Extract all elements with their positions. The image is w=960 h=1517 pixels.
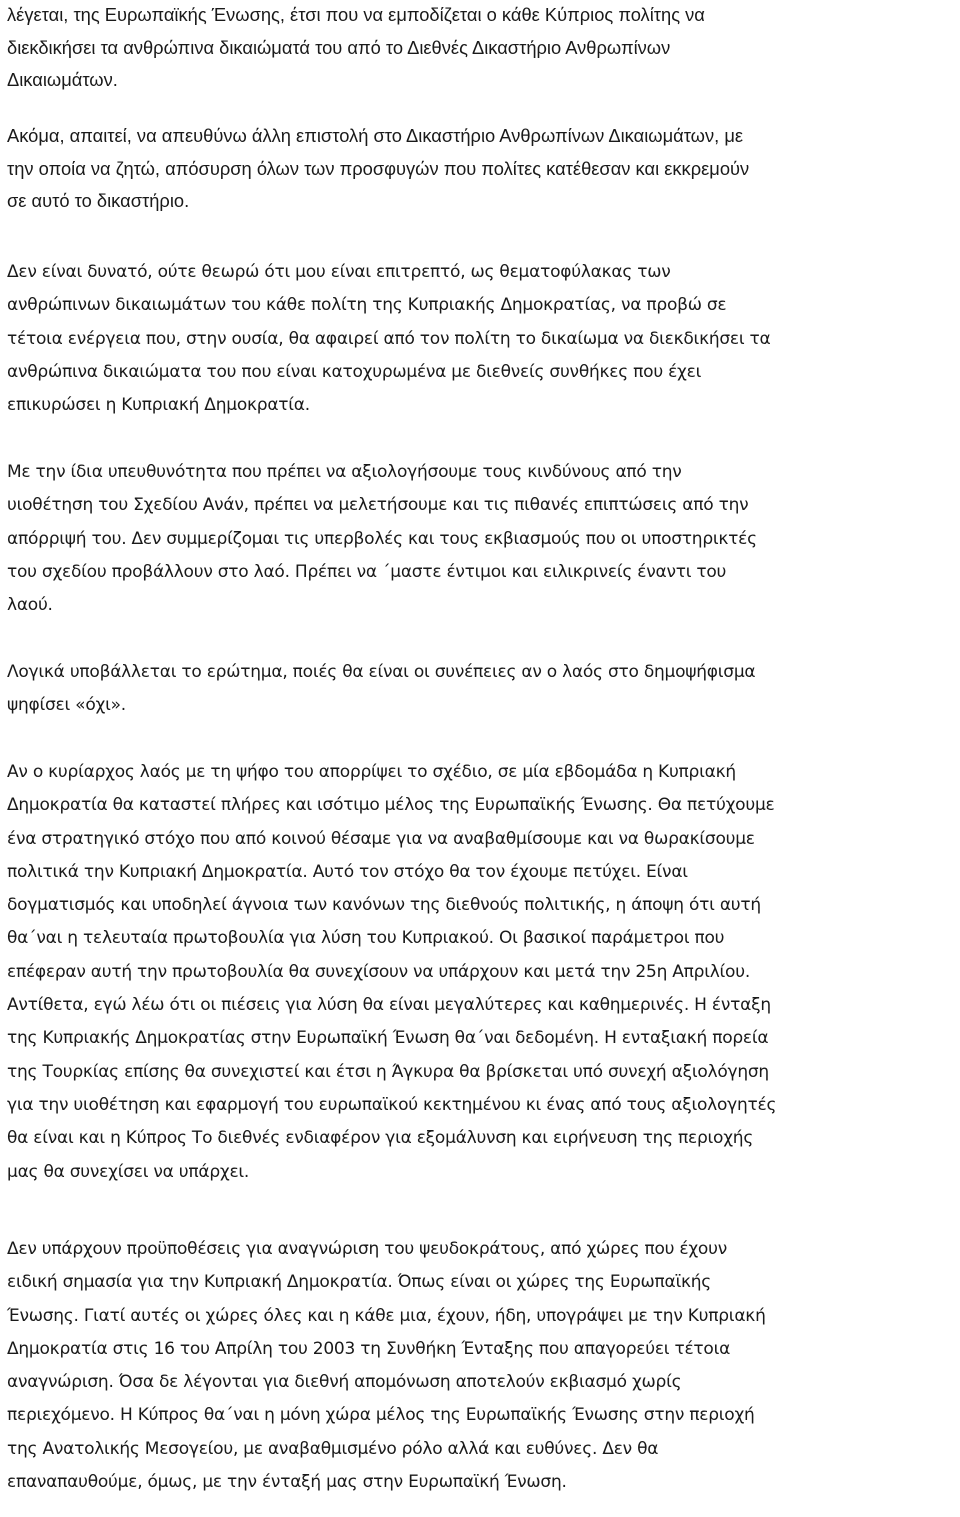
text-line: Δεν είναι δυνατό, ούτε θεωρώ ότι μου είναι επιτρεπτό, ως θεματοφύλακας των xyxy=(7,262,671,282)
text-line: λαού. xyxy=(7,595,53,616)
text-line: περιεχόμενο. Η Κύπρος θα΄ναι η μόνη χώρα μέλος της Ευρωπαϊκής Ένωσης στην περιοχή xyxy=(7,1405,755,1426)
text-line: για την υιοθέτηση και εφαρμογή του ευρωπαϊκού κεκτημένου κι ένας από τους αξιολογητές xyxy=(7,1094,777,1115)
text-line: επέφεραν αυτή την πρωτοβουλία θα συνεχίσουν να υπάρχουν και μετά την 25η Απριλίου. xyxy=(7,961,750,982)
text-line: αναγνώριση. Όσα δε λέγονται για διεθνή απομόνωση αποτελούν εκβιασμό χωρίς xyxy=(7,1372,682,1393)
text-line: ανθρώπινων δικαιωμάτων του κάθε πολίτη της Κυπριακής Δημοκρατίας, να προβώ σε xyxy=(7,295,727,316)
paragraph-4 xyxy=(7,456,957,622)
text-line: ανθρώπινα δικαιώματα του που είναι κατοχυρωμένα με διεθνείς συνθήκες που έχει xyxy=(7,361,702,382)
text-line: επαναπαυθούμε, όμως, με την ένταξή μας στην Ευρωπαϊκή Ένωση. xyxy=(7,1472,567,1493)
text-line: Αν ο κυρίαρχος λαός με τη ψήφο του απορρίψει το σχέδιο, σε μία εβδομάδα η Κυπριακή xyxy=(7,762,736,782)
text-line: ειδική σημασία για την Κυπριακή Δημοκρατία. Όπως είναι οι χώρες της Ευρωπαϊκής xyxy=(7,1272,712,1293)
text-line: επικυρώσει η Κυπριακή Δημοκρατία. xyxy=(7,395,310,416)
text-line: θα είναι και η Κύπρος Το διεθνές ενδιαφέρον για εξομάλυνση και ειρήνευση της περιοχής xyxy=(7,1128,754,1149)
text-line: Με την ίδια υπευθυνότητα που πρέπει να αξιολογήσουμε τους κινδύνους από την xyxy=(7,462,682,482)
text-line: μας θα συνεχίσει να υπάρχει. xyxy=(7,1161,250,1182)
text-line: σε αυτό το δικαστήριο. xyxy=(7,190,190,211)
text-line: Λογικά υποβάλλεται το ερώτημα, ποιές θα είναι οι συνέπειες αν ο λαός στο δημοψήφισμα xyxy=(7,662,756,682)
paragraph-6 xyxy=(7,756,957,1189)
text-line: Δημοκρατία στις 16 του Απρίλη του 2003 τη Συνθήκη Ένταξης που απαγορεύει τέτοια xyxy=(7,1338,731,1359)
text-line: διεκδικήσει τα ανθρώπινα δικαιώματά του από το Διεθνές Δικαστήριο Ανθρωπίνων xyxy=(7,36,671,58)
text-line: ψηφίσει «όχι». xyxy=(7,695,126,716)
text-line: Δεν υπάρχουν προϋποθέσεις για αναγνώριση του ψευδοκράτους, από χώρες που έχουν xyxy=(7,1239,727,1259)
text-line: της Τουρκίας επίσης θα συνεχιστεί και έτσι η Άγκυρα θα βρίσκεται υπό συνεχή αξιολόγηση xyxy=(7,1061,769,1082)
text-line: ένα στρατηγικό στόχο που από κοινού θέσαμε για να αναβαθμίσουμε και να θωρακίσουμε xyxy=(7,828,755,849)
text-line: την οποία να ζητώ, απόσυρση όλων των προσφυγών που πολίτες κατέθεσαν και εκκρεμούν xyxy=(7,157,750,179)
paragraph-7 xyxy=(7,1233,957,1499)
paragraph-2 xyxy=(7,120,957,218)
text-line: θα΄ναι η τελευταία πρωτοβουλία για λύση του Κυπριακού. Οι βασικοί παράμετροι που xyxy=(7,928,725,949)
text-line: Δικαιωμάτων. xyxy=(7,69,118,90)
text-line: πολιτικά την Κυπριακή Δημοκρατία. Αυτό τον στόχο θα τον έχουμε πετύχει. Είναι xyxy=(7,861,688,882)
text-line: Δημοκρατία θα καταστεί πλήρες και ισότιμο μέλος της Ευρωπαϊκής Ένωσης. Θα πετύχουμε xyxy=(7,795,775,816)
text-line: λέγεται, της Ευρωπαϊκής Ένωσης, έτσι που να εμποδίζεται ο κάθε Κύπριος πολίτης να xyxy=(7,4,705,25)
text-line: υιοθέτηση του Σχεδίου Ανάν, πρέπει να μελετήσουμε και τις πιθανές επιπτώσεις από την xyxy=(7,495,749,516)
text-line: Ακόμα, απαιτεί, να απευθύνω άλλη επιστολή στο Δικαστήριο Ανθρωπίνων Δικαιωμάτων, με xyxy=(7,125,744,146)
paragraph-1 xyxy=(7,0,957,97)
paragraph-5 xyxy=(7,656,957,723)
text-line: του σχεδίου προβάλλουν στο λαό. Πρέπει να ΄μαστε έντιμοι και ειλικρινείς έναντι του xyxy=(7,561,727,582)
text-line: Αντίθετα, εγώ λέω ότι οι πιέσεις για λύση θα είναι μεγαλύτερες και καθημερινές. Η ένταξη xyxy=(7,995,771,1016)
text-line: τέτοια ενέργεια που, στην ουσία, θα αφαιρεί από τον πολίτη το δικαίωμα να διεκδικήσει τα xyxy=(7,328,771,349)
text-line: Ένωσης. Γιατί αυτές οι χώρες όλες και η κάθε μια, έχουν, ήδη, υπογράψει με την Κυπριακή xyxy=(7,1305,766,1326)
text-line: της Ανατολικής Μεσογείου, με αναβαθμισμένο ρόλο αλλά και ευθύνες. Δεν θα xyxy=(7,1438,659,1459)
text-line: απόρριψή του. Δεν συμμερίζομαι τις υπερβολές και τους εκβιασμούς που οι υποστηρικτές xyxy=(7,528,757,549)
text-line: της Κυπριακής Δημοκρατίας στην Ευρωπαϊκή Ένωση θα΄ναι δεδομένη. Η ενταξιακή πορεία xyxy=(7,1028,769,1049)
paragraph-3 xyxy=(7,256,957,422)
text-line: δογματισμός και υποδηλεί άγνοια των κανόνων της διεθνούς πολιτικής, η άποψη ότι αυτή xyxy=(7,895,761,916)
